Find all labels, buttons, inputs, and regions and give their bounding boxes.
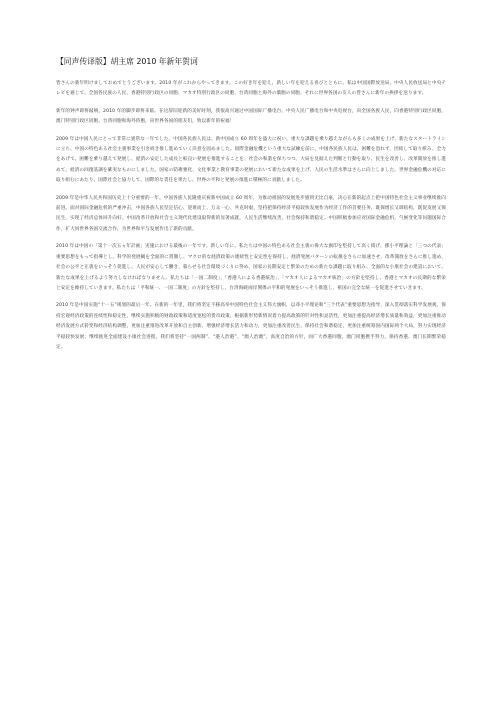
- document-page: [56, 57, 446, 360]
- paragraph-4: 2009 年是中华人民共和国历史上十分重要的一年。中国各族人民隆重庆祝新中国成立 60 周年，为推动祖国的发展进步感到无比自豪，决心在新的起点上把中国特色社会主义事业继续推向前进。面对国际金融危机的严重冲击，中国各族人民坚定信心、迎难而上、万众一心、共克时艰，坚持把保持经济平稳较快发展作为经济工作的首要任务，既保增长又调结构，既促发展又保民生，实现了经济总体回升向好。中国改革开放和社会主义现代化建设取得新的显著成就，人民生活继续改善，社会保持和谐稳定。中国积极参加应对国际金融危机、气候变化等问题国际合作，扩大同世界各国交流合作，为世界和平与发展作出了新的贡献。: [56, 195, 446, 232]
- paragraph-3: 2009 年は中国人民にとって非常に異常な一年でした。中国各民族人民は、新中国成立 60 周年を盛大に祝い、重大な課題を乗り越えながらも多くの成果を上げ、新たなスタートラインに立ち、中国の特色ある社会主義事業を引き続き推し進めていく決意を固めました。国際金融危機という重大な試練を前に、中国各民族人民は、困難を恐れず、団結して取り組み、全力をあげて、困難を乗り越えて発展し、経済の安定した成長と較良い発展を推進することを、社会の和諧を保ちつつ、大局を見据えた判断と行動を取り、民生を改善し、改革開放を推し進めて、経済の回復基調を確実なものにしました。国家の防衛強化、文化事業と教育事業の発展において新たな成果を上げ、人民の生活水準はさらに向上しました。世界金融危機の対応に取り組むにあたり、国際社会と協力して、国際的な責任を果たし、世界の平和と発展の推進に積極的に貢献しました。: [56, 136, 446, 184]
- paragraph-1: 皆さんの新年明けましておめでとうございます。2010 年がこれからやってきます。この好き年を迎え、新しい年を迎える喜びとともに、私は中国国際放送局、中央人民放送局と中央テレビを通じて、全国各民族の人民、香港特別行政区の同胞、マカオ特別行政区の同胞、台湾同胞と海外の僑胞の同胞、それに世界各国の友人の皆さんに新年の挨拶を送ります。: [56, 81, 446, 97]
- paragraph-5: 2010 年は中国の「第十一次五ヵ年計画」実施における最後の一年です。新しい年に、私たちは中国の特色ある社会主義の偉大な旗印を堅持して高く掲げ、鄧小平理論と「三つの代表」重要思想をもって指導とし、科学的発展観を全面的に貫徹し、マクロ的な経済政策の連続性と安定性を保持し、経済発展パターンの転換をさらに加速させ、改革開放をさらに推し進め、社会の公平と正義をいっそう促進し、人民が安心して働き、暮らせる社会環境づくりに努め、国家の長期安定と繁栄のための新たな課題に取り組み、全面的な小康社会の建設において、新たな成果を上げるよう努力しなければなりません。私たちは「一国二制度」、「香港人による香港統治」、「マカオ人によるマカオ統治」の方針を堅持し、香港とマカオの長期的な繁栄と安定を維持していきます。私たちは「平和統一、一国二制度」の方針を堅持し、台湾海峡両岸関係の平和的発展をいっそう推進し、祖国の完全な統一を促進させていきます。: [56, 244, 446, 291]
- document-title: 【同声传译版】胡主席 2010 年新年贺词: [56, 57, 198, 66]
- paragraph-6: 2010 年是中国实施“十一五”规划的最后一年。在新的一年里，我们将坚定不移高举中国特色社会主义伟大旗帜，以邓小平理论和“三个代表”重要思想为指导，深入贯彻落实科学发展观，保持宏观经济政策的连续性和稳定性，继续实施积极的财政政策和适度宽松的货币政策，根据新形势新情况着力提高政策的针对性和灵活性，更加注重提高经济增长质量和效益，更加注重推动经济发展方式转变和经济结构调整，更加注重推进改革开放和自主创新、增强经济增长活力和动力，更加注重改善民生、保持社会和谐稳定，更加注重统筹国内国际两个大局，努力实现经济平稳较快发展；继续推进全面建设小康社会进程，我们将坚持“一国两制”、“港人治港”、“澳人治澳”、高度自治的方针，同广大香港同胞、澳门同胞携手努力，保持香港、澳门长期繁荣稳定。: [56, 303, 446, 350]
- paragraph-2: 新年的钟声即将敲响，2010 年的脚步即将来临。在这辞旧迎新的美好时刻，我很高兴通过中国国际广播电台、中央人民广播电台和中央电视台，向全国各族人民，向香港特别行政区同胞、澳门特别行政区同胞、台湾同胞和海外侨胞，向世界各国的朋友们，致以新年的祝福！: [56, 108, 446, 125]
